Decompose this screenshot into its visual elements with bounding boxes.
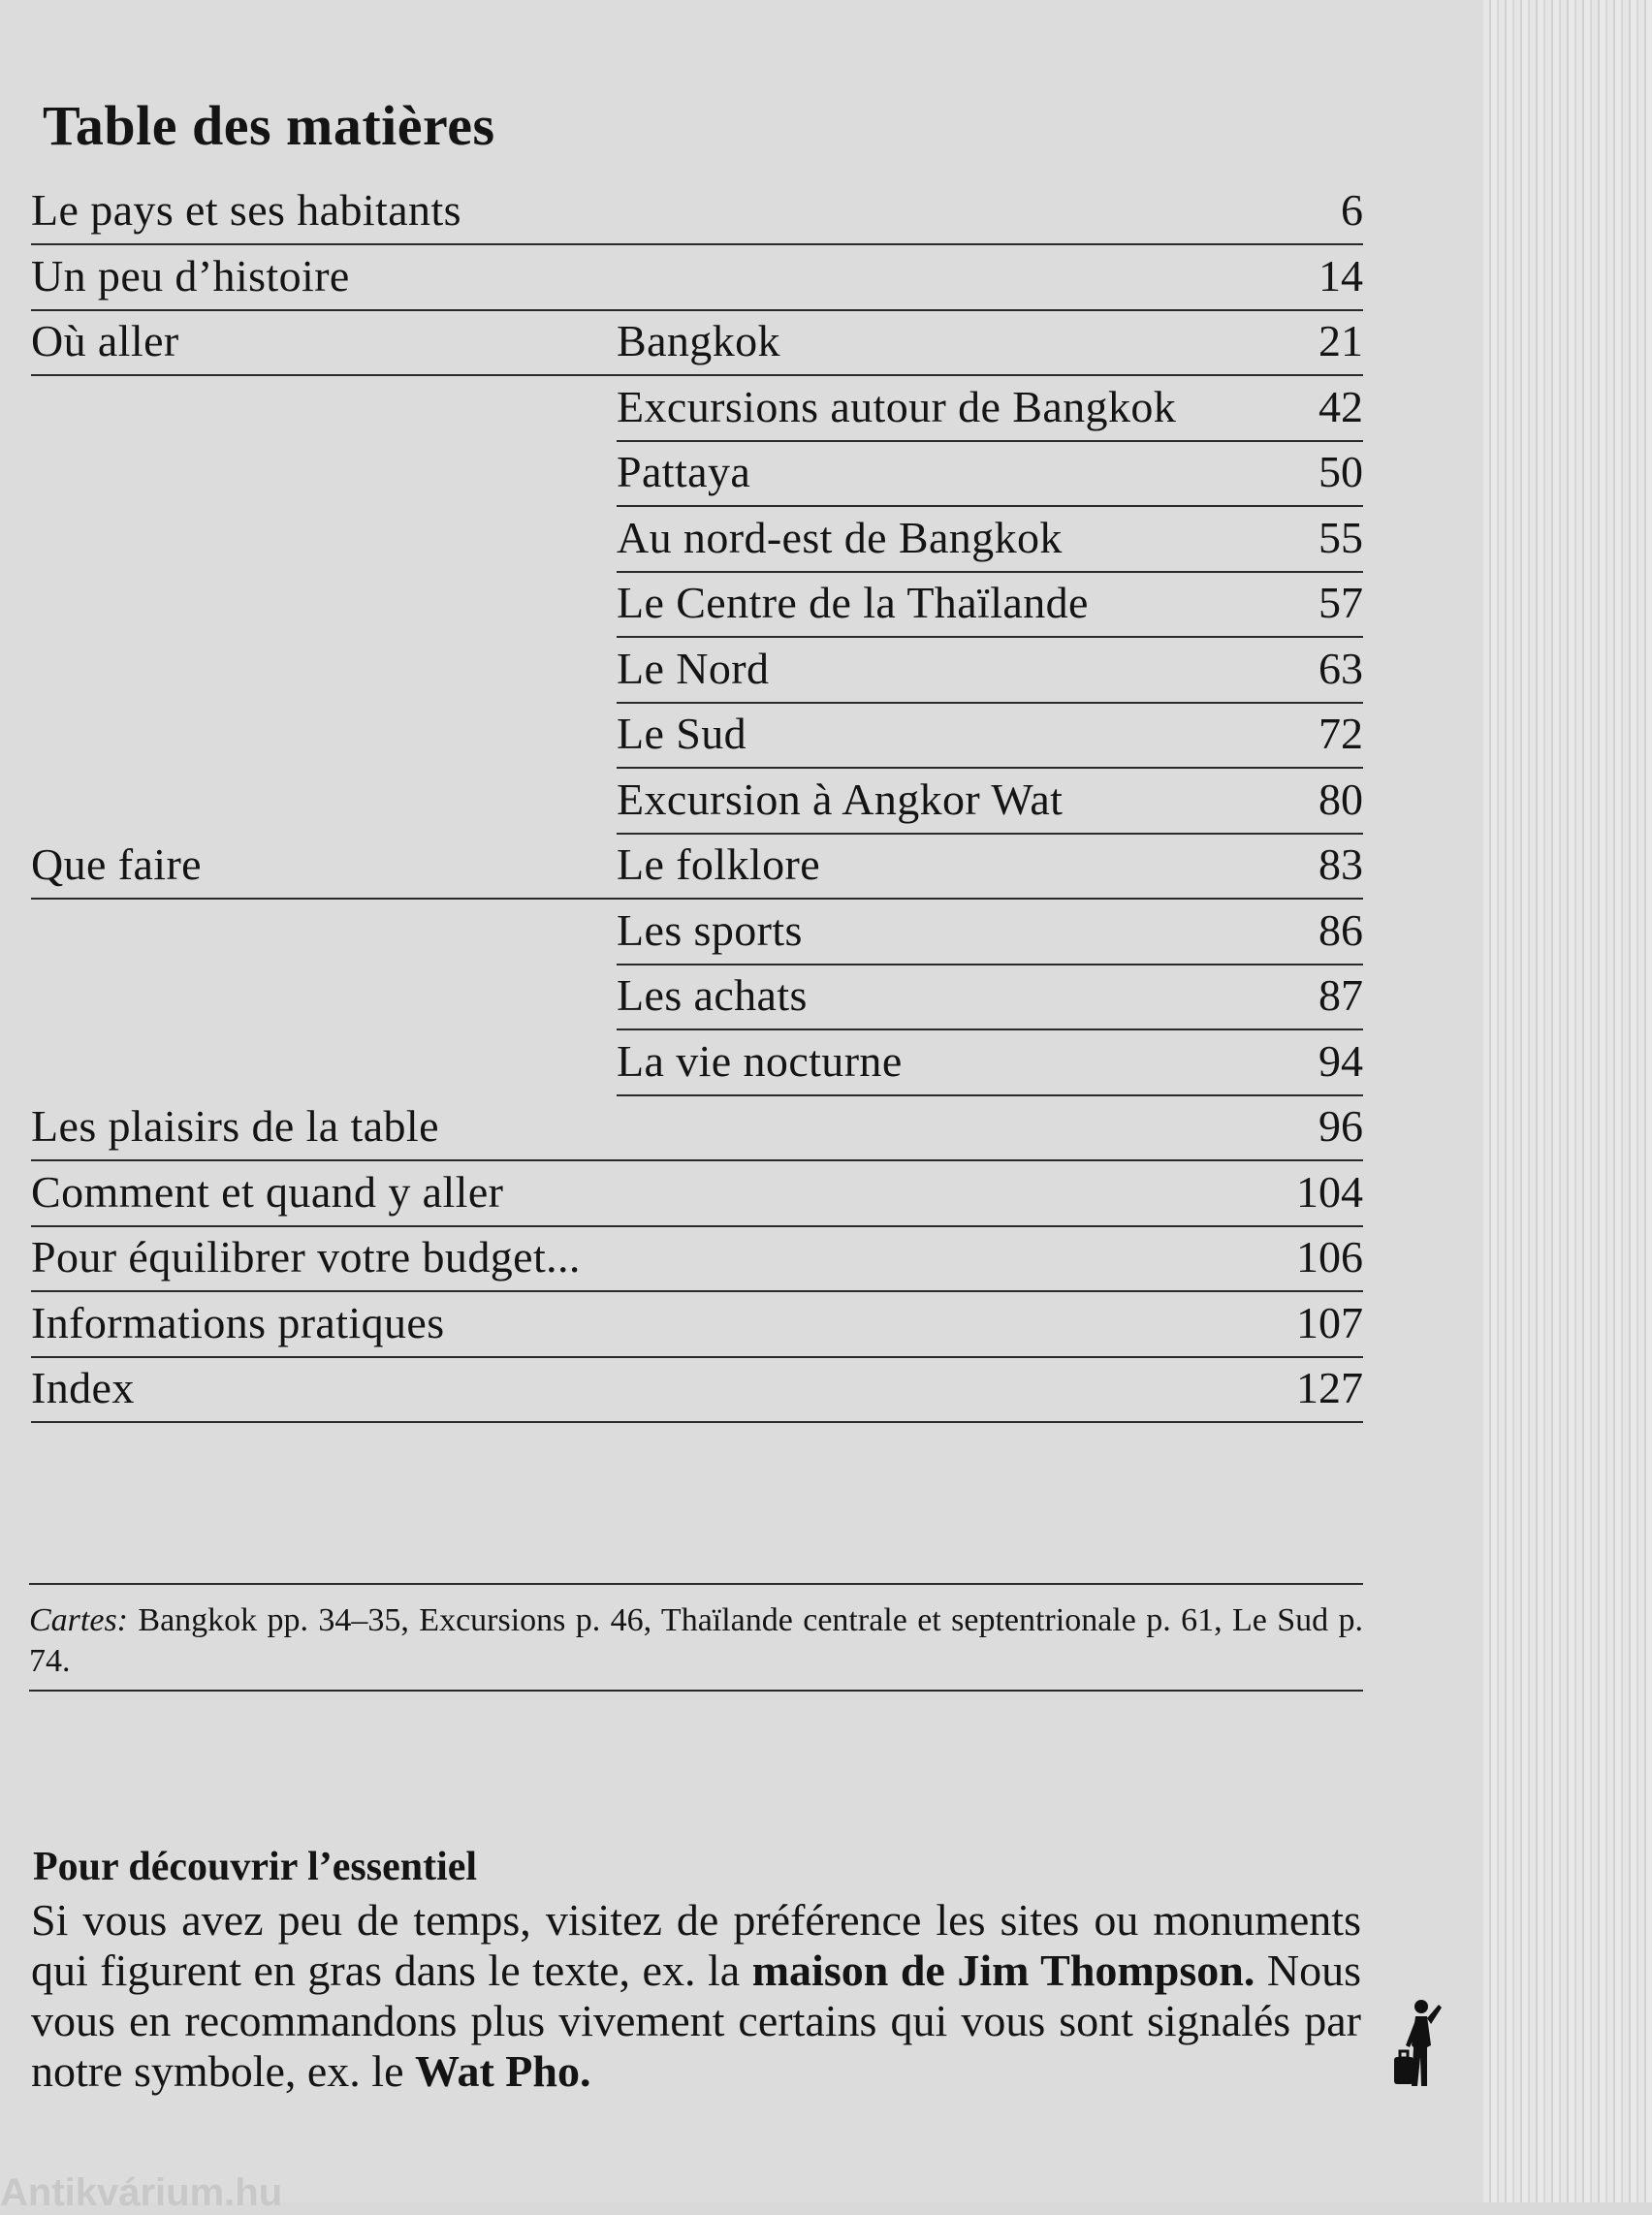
book-spine-edge	[1483, 0, 1652, 2202]
toc-row	[31, 1358, 1363, 1423]
toc-row	[617, 377, 1363, 442]
traveler-with-suitcase-icon	[1388, 1997, 1446, 2094]
toc-page-number: 80	[1318, 775, 1363, 824]
maps-note-lead: Cartes:	[29, 1602, 128, 1638]
toc-page-number: 63	[1318, 644, 1363, 693]
essentials-bold-1: maison de Jim Thompson.	[751, 1946, 1255, 1995]
essentials-bold-2: Wat Pho.	[415, 2046, 591, 2096]
essentials-title: Pour découvrir l’essentiel	[33, 1845, 478, 1889]
toc-page-number: 21	[1318, 316, 1363, 365]
toc-row	[31, 1162, 1363, 1227]
essentials-text-part1: Si vous avez peu de temps, visitez de préférence les sites ou monuments qui figurent en gras dans le texte, ex. la	[31, 1895, 1361, 1995]
toc-row	[617, 573, 1363, 638]
toc-page-number: 86	[1318, 905, 1363, 955]
toc-page-number: 104	[1296, 1167, 1363, 1217]
toc-subsection-label: Au nord-est de Bangkok	[617, 513, 1063, 562]
toc-subsection-label: Excursions autour de Bangkok	[617, 382, 1177, 431]
toc-section-label: Les plaisirs de la table	[31, 1101, 439, 1151]
toc-subsection-label: Bangkok	[617, 316, 780, 365]
toc-row	[617, 704, 1363, 769]
toc-page-number: 96	[1318, 1101, 1363, 1151]
toc-row	[31, 1293, 1363, 1358]
toc-row	[617, 901, 1363, 965]
toc-subsection-label: Excursion à Angkor Wat	[617, 775, 1064, 824]
toc-page-number: 55	[1318, 513, 1363, 562]
toc-row	[617, 442, 1363, 507]
toc-page-number: 127	[1296, 1363, 1363, 1412]
toc-row	[617, 1031, 1363, 1096]
essentials-text	[31, 1895, 1361, 2097]
toc-section-label: Pour équilibrer votre budget...	[31, 1232, 581, 1282]
toc-page-number: 14	[1318, 251, 1363, 301]
toc-page-number: 6	[1341, 185, 1363, 235]
toc-row	[31, 835, 1363, 900]
toc-row	[617, 965, 1363, 1030]
toc-subsection-label: Pattaya	[617, 447, 751, 496]
watermark: Antikvárium.hu	[0, 2171, 283, 2214]
toc-row	[31, 1096, 1363, 1161]
toc-row	[31, 1227, 1363, 1292]
toc-section-label: Comment et quand y aller	[31, 1167, 504, 1217]
toc-section-label: Le pays et ses habitants	[31, 185, 461, 235]
toc-page-number: 42	[1318, 382, 1363, 431]
toc-subsection-label: Les sports	[617, 905, 803, 955]
toc-subsection-label: Le Sud	[617, 709, 747, 758]
toc-subsection-label: Le Nord	[617, 644, 770, 693]
maps-note-text: Bangkok pp. 34–35, Excursions p. 46, Thaïlande centrale et septentrionale p. 61, Le Sud p. 74.	[29, 1602, 1364, 1679]
essentials-text-part2: Nous vous en recommandons plus vivement certains qui vous sont signalés par notre symbole, ex. le	[31, 1946, 1361, 2096]
toc-row	[31, 311, 1363, 376]
toc-section-label: Où aller	[31, 316, 179, 365]
toc-row	[617, 639, 1363, 704]
toc-section-label: Index	[31, 1363, 135, 1412]
toc-section-label: Informations pratiques	[31, 1298, 445, 1347]
toc-page-number: 94	[1318, 1036, 1363, 1086]
toc-page-number: 72	[1318, 709, 1363, 758]
toc-page-number: 87	[1318, 970, 1363, 1020]
toc-page-number: 83	[1318, 839, 1363, 889]
toc-section-label: Un peu d’histoire	[31, 251, 350, 301]
toc-page-number: 107	[1296, 1298, 1363, 1347]
toc-row	[31, 246, 1363, 311]
toc-page-number: 106	[1296, 1232, 1363, 1282]
toc-row	[617, 770, 1363, 835]
maps-note	[29, 1583, 1363, 1692]
toc-page-number: 57	[1318, 578, 1363, 627]
toc-section-label: Que faire	[31, 839, 202, 889]
toc-row	[31, 180, 1363, 245]
toc-subsection-label: Les achats	[617, 970, 808, 1020]
toc-subsection-label: Le folklore	[617, 839, 821, 889]
toc-page-number: 50	[1318, 447, 1363, 496]
toc-subsection-label: La vie nocturne	[617, 1036, 903, 1086]
toc-row	[617, 508, 1363, 573]
toc-subsection-label: Le Centre de la Thaïlande	[617, 578, 1089, 627]
page-title: Table des matières	[43, 94, 495, 157]
